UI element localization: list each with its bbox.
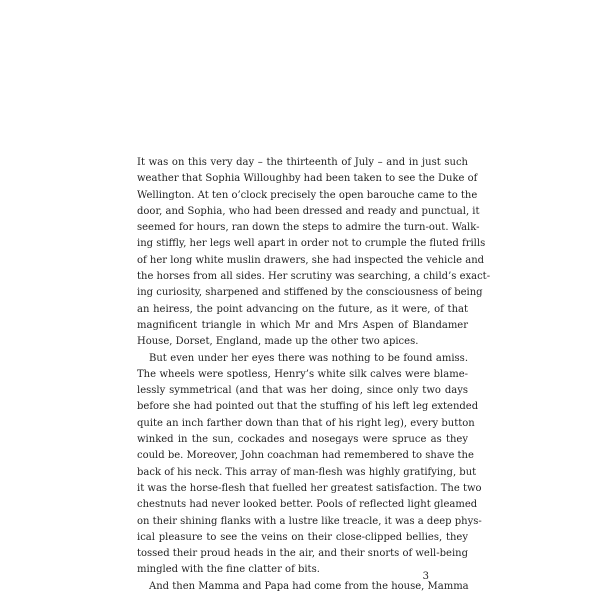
text-line: before she had pointed out that the stuffing of his left leg extended [137,401,479,413]
text-line: House, Dorset, England, made up the other two apices. [137,336,419,348]
text-line: seemed for hours, ran down the steps to admire the turn-out. Walk- [137,222,480,234]
text-line: quite an inch farther down than that of his right leg), every button [137,417,475,429]
text-line: Wellington. At ten o’clock precisely the open barouche came to the [137,189,478,201]
text-line: on their shining flanks with a lustre like treacle, it was a deep phys- [137,515,482,527]
text-line: The wheels were spotless, Henry’s white silk calves were blame- [137,368,468,380]
text-line: It was on this very day – the thirteenth of July – and in just such [137,157,468,168]
text-line: ing curiosity, sharpened and stiffened by the consciousness of being [137,287,483,299]
text-line: magnificent triangle in which Mr and Mrs Aspen of Blandamer [137,319,468,331]
text-line: winked in the sun, cockades and nosegays were spruce as they [137,434,468,446]
body-text [137,155,491,595]
text-line: ing stiffly, her legs well apart in order not to crumple the fluted frills [137,238,486,250]
text-line: And then Mamma and Papa had come from the house, Mamma [149,580,469,592]
text-line: weather that Sophia Willoughby had been taken to see the Duke of [137,173,478,185]
paragraph-3 [137,579,468,595]
paragraph-1 [137,155,491,351]
text-line: But even under her eyes there was nothing to be found amiss. [149,352,468,364]
text-line: the horses from all sides. Her scrutiny was searching, a child’s exact- [137,271,491,283]
text-line: of her long white muslin drawers, she had inspected the vehicle and [137,254,485,266]
text-line: tossed their proud heads in the air, and their snorts of well-being [137,548,468,560]
text-line: ical pleasure to see the veins on their close-clipped bellies, they [137,531,468,543]
text-line: door, and Sophia, who had been dressed and ready and punctual, it [137,205,480,217]
page-number: 3 [422,571,429,582]
paragraph-2 [137,351,482,579]
text-line: mingled with the fine clatter of bits. [137,564,320,576]
text-line: chestnuts had never looked better. Pools of reflected light gleamed [137,499,478,511]
text-line: an heiress, the point advancing on the future, as it were, of that [137,303,468,315]
text-line: back of his neck. This array of man-flesh was highly gratifying, but [137,466,477,478]
text-line: could be. Moreover, John coachman had remembered to shave the [137,450,474,462]
text-line: it was the horse-flesh that fuelled her greatest satisfaction. The two [137,482,482,494]
text-line: lessly symmetrical (and that was her doing, since only two days [137,385,468,397]
